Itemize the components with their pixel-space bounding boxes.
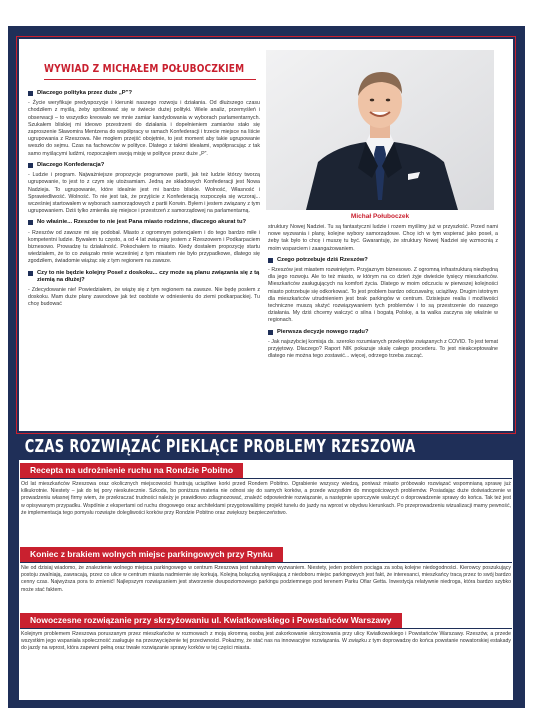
interview-right-column [268, 224, 498, 363]
portrait-illustration [266, 50, 494, 210]
question-6 [268, 329, 498, 336]
answer-4: - Zdecydowanie nie! Powiedziałem, że wiążę się z tym regionem na zawsze. Nie będę posłem z doskoku. Mam duże plany zawodowe jak też osobiste w odniesieniu do ziemi podkarpackiej. Tu chcę budować [28, 287, 260, 308]
answer-continued: struktury Nowej Nadziei. Tu są fantastyczni ludzie i rozem myślimy już w przyszłość. Przed nami nowe wyzwania i plany, kolejne wybory samorządowe. Chcę ich w tym wspierać jako poseł, a żeby tak było to chcę i muszę tu być. Gwarantuję, że struktury Nowej Nadziei się wzmocnią z moim wsparciem i zaangażowaniem. [268, 224, 498, 252]
question-3 [28, 219, 260, 226]
square-bullet-icon [28, 91, 33, 96]
section-divider [20, 478, 512, 479]
question-5 [268, 257, 498, 264]
interview-left-column [28, 86, 260, 311]
square-bullet-icon [28, 220, 33, 225]
main-heading-text: CZAS ROZWIĄZAĆ PIEKLĄCE PROBLEMY RZESZOWA [24, 436, 416, 457]
section-body-parking: Nie od dzisiaj wiadomo, że znalezienie wolnego miejsca parkingowego w centrum Rzeszowa jest naturalnym wyzwaniem. Niestety, jeden problem pociąga za sobą kolejne niedogodności. Kierowcy poszukujący postoju zwalniają, zawracają, przez co ulice w centrum miasta nadmiernie się korkują. Kolejną bolączką wynikającą z niedoboru miejsc parkingowych jest fakt, że interesanci, mieszkańcy tracą przez to swój bardzo cenny czas. Najwyższa pora to zmienić! Najlepszym rozwiązaniem jest stworzenie dwupoziomowego parkingu podziemnego pod terenem Parku Ofiar Getta. Inwestycja relatywnie niedroga, która bardzo szybko może stać faktem. [21, 565, 511, 593]
square-bullet-icon [28, 163, 33, 168]
question-text: Dlaczego polityka przez duże „P”? [37, 90, 133, 96]
question-text: Czy to nie będzie kolejny Poseł z doskoku... czy może są planu związania się z tą ziemią na dłużej? [37, 269, 260, 283]
question-text: No właśnie... Rzeszów to nie jest Pana miasto rodzinne, dlaczego akurat tu? [37, 219, 247, 226]
question-text: Pierwsza decyzje nowego rządu? [277, 328, 369, 335]
question-text: Dlaczego Konfederacja? [37, 161, 105, 168]
answer-1: - Życie weryfikuje predyspozycje i kierunki naszego rozwoju i działania. Od dłuższego czasu chodziłem z myślą, żeby spróbować się w świecie dużej polityki. Wiele analiz, przemyśleń i obserwacji – to wszystko kreowało we mnie zamiar kandydowania w wyborach parlamentarnych. Szukałem bliskiej mi ideowo przestrzeni do działania i dopełnieniem zamiarów stało się zaproszenie Sławomira Mentzena do współpracy w ramach Konfederacji i trzecie miejsce na liście ugrupowania z Rzeszowa. Nie mogłem przejść obojętnie, to jest moment aby takie ugrupowanie weszło do sejmu. Czas na fachowców w polityce. Dlatego z takimi ideałami, współpracując z tak samo myślącymi ludźmi, rozpocząłem swoją misję w polityce przez duże „P”. [28, 100, 260, 157]
main-heading [19, 434, 513, 460]
section-heading-rondo: Recepta na udrożnienie ruchu na Rondzie Pobitno [20, 463, 243, 478]
question-2 [28, 162, 260, 169]
answer-3: - Rzeszów od zawsze mi się podobał. Miasto z ogromnym potencjałem i do tego bardzo miłe i kompetentni ludzie. Bywałem tu często, a od 4 lat związany jestem z Rzeszowem i Podkarpaciem biznesowo. Prowadzę tu działalność. Pokochałem to miasto. Kiedy dostałem propozycję startu wiedziałem, że to co związało mnie wcześniej z tym miastem nie było przypadkowe, dlatego się zgodziłem, świadomie wiążąc się z tym regionem na zawsze. [28, 229, 260, 265]
square-bullet-icon [268, 330, 273, 335]
section-divider [20, 562, 512, 563]
section-divider [20, 628, 512, 629]
square-bullet-icon [28, 271, 33, 276]
question-4 [28, 270, 260, 284]
section-heading-parking: Koniec z brakiem wolnych miejsc parkingowych przy Rynku [20, 547, 283, 562]
section-body-rondo: Od lat mieszkańców Rzeszowa oraz okolicznych miejscowości frustrują uciążliwe korki przed Rondem Pobitno. Ograbienie wszyscy wiedzą, poniważ miasto próbowało rozwiązać wspomnianą sprawę już kilkukrotnie. Niestety – jak do tej pory nieskutecznie. Szkoda, bo poniższa materia nie odnosi się do samych korków, a przede wszystkim do mnogościowych problemów. Posiadając duże doświadczenie w prowadzeniu własnej firmy wiem, że przekraczać trudności należy je prawidłowo zdiagnozować, znaleźć odpowiednie rozwiązanie, a następnie uporczywie walczyć o doprowadzenie sprawy do końca. Tak też jest w opisywanym przypadku. Wspólnie z ekspertami od ruchu drogowego oraz architektami przygotowaliśmy projekt tunelu do jazdy na wprost w obydwu kierunkach. Po przeprowadzeniu wizualizacji mamy pewność, że implementacja tego pomysłu rozwiąże dolegliwości korków przy Rondzie Pobitno oraz zwiększy bezpieczeństwo. [21, 481, 511, 516]
section-heading-crossroads: Nowoczesne rozwiązanie przy skrzyżowaniu ul. Kwiatkowskiego i Powstańców Warszawy [20, 613, 402, 628]
photo-caption: Michał Połuboczek [350, 213, 410, 220]
question-1 [28, 90, 260, 97]
section-body-crossroads: Kolejnym problemem Rzeszowa poruszanym przez mieszkańców w rozmowach z moją skromną osobą jest zakorkowanie skrzyżowania przy ulicy Kwiatkowskiego i Powstańców Warszawy. Rzeszów, a przede wszystkim jego wspaniała społeczność zasługuje na przezwyciężenie tej przeciwności. Pokażmy, że stać nas na innowacyjne rozwiązania. W związku z tym doprowadzę do końca powstanie nowatorskiej estakady do jazdy na wprost, która zapewni pełną oraz trwałe rozwiązanie sprawy korków w tej części miasta. [21, 631, 511, 652]
answer-6: - Jak najszybciej komisja ds. szeroko rozumianych przekrętów związanych z COVID. To jest temat przyjętowy. Dlaczego? Raport NIK pokazuje skalę całego procederu. To jest nieakceptowalne dlatego nie można tego zostawić... więcej, odrzego trzeba zacząć. [268, 338, 498, 360]
interview-title: WYWIAD Z MICHAŁEM POŁUBOCZKIEM [44, 63, 245, 75]
answer-2: - Ludzie i program. Najważniejsze propozycje programowe partii, jak też ludzie którzy tworzą ugrupowanie, to jest to z czym się utożsamiam. Jedną ze składowych Konfederacji jest Nowa Nadzieja. To ugrupowanie, które idealnie jest mi bardzo bliskie. Wolność, Własność i Sprawiedliwość. Wolność. To nie jest tak, że przyjście z Konfederacją rozpoczęła się wczoraj... wcześniej startowałem w wyborach samorządowych z partii Korwin. Byłem i jestem związany z tym ugrupowaniem. Dziś tylko zmieniła się miejsce i przestrzeń z samorządowej na parlamentarną. [28, 172, 260, 215]
question-text: Czego potrzebuje dziś Rzeszów? [277, 256, 368, 263]
title-underline [44, 79, 256, 80]
portrait-photo [266, 50, 494, 210]
answer-5: - Rzeszów jest miastem rozwiniętym. Przyjaznym biznesowo. Z ogromną infrastrukturą niezbędną dla jego rozwoju. Ale to też miasto, w którym na co dzień żyje dwieście tysięcy mieszkańców. Mieszkańców zasługujących na komfort życia. Dlatego w moim odczuciu w pierwszej kolejności miasto potrzebuje się odkorkować. To jest problem bardzo odczuwalny, uciążliwy. Drugim istotnym dla mieszkańców utrudnieniem jest brak parkingów w centrum. Dzisiejsze realia i możliwości techniczne muszą służyć rozwiązywaniem tych problemów i to są przestrzenie do naszego działania. My dziś chcemy walczyć o silna i bogatą Polskę, a ta walka zaczyna się właśnie w regionach. [268, 267, 498, 324]
square-bullet-icon [268, 258, 273, 263]
